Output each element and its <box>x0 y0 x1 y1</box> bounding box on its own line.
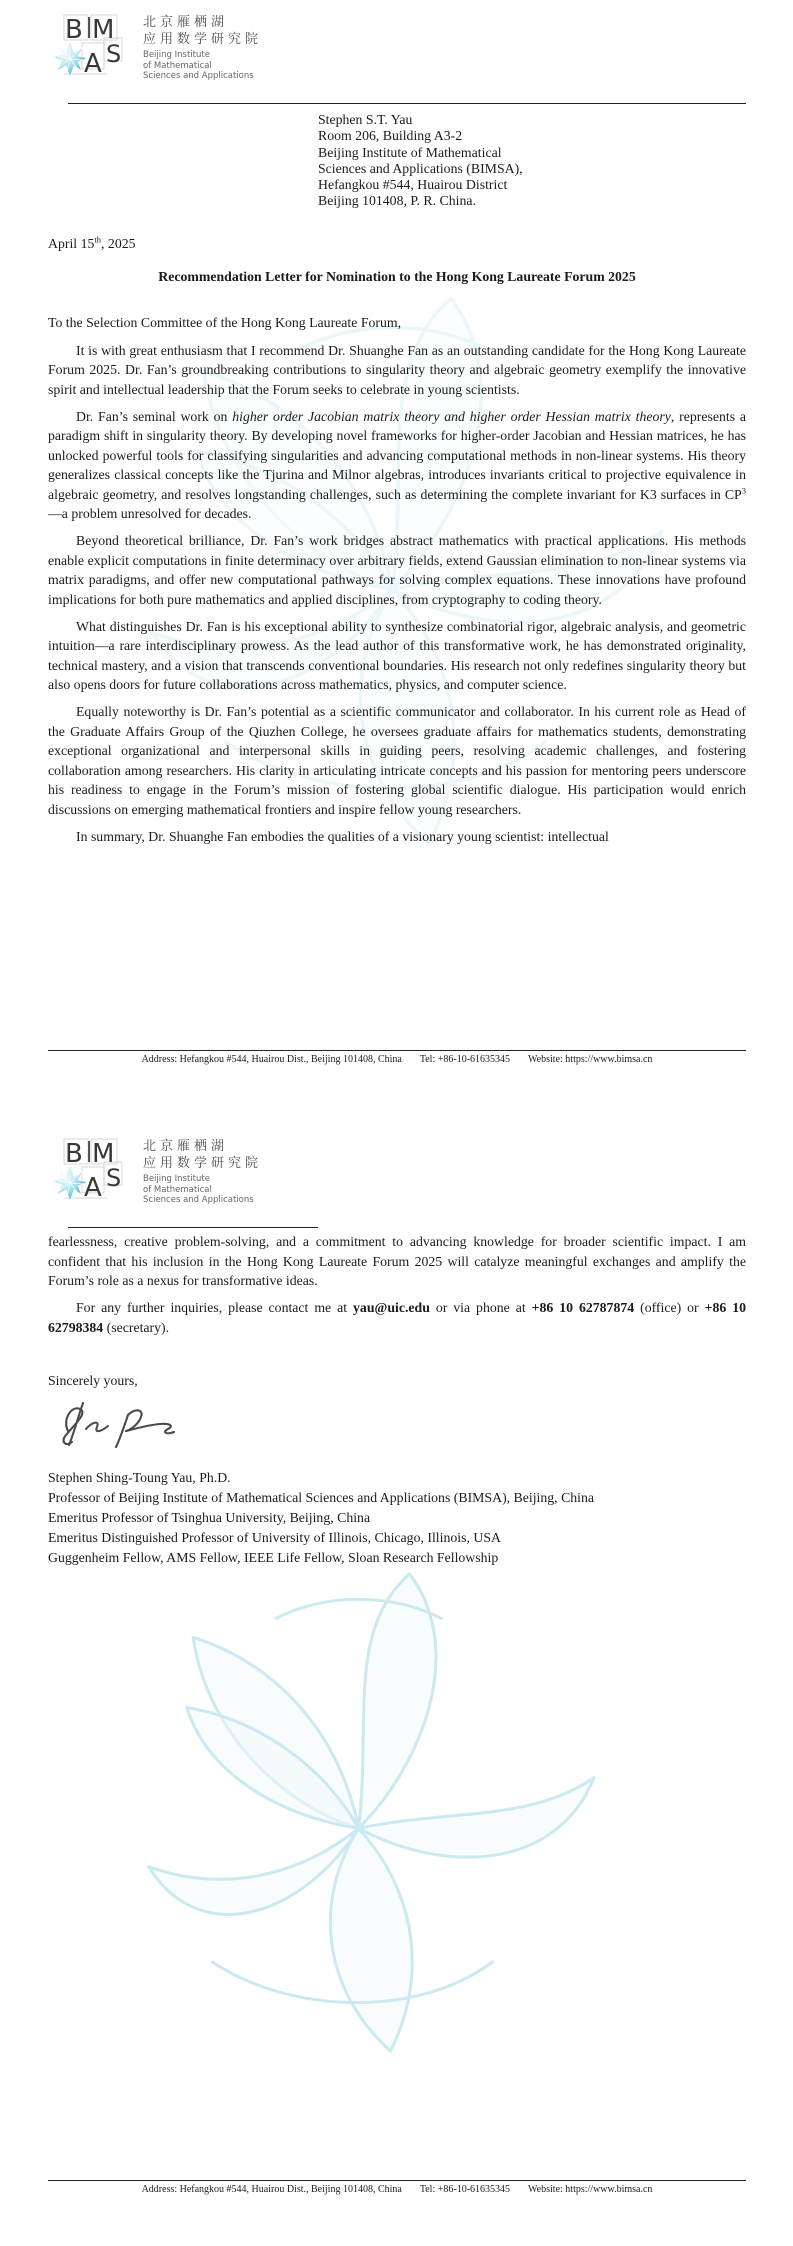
bimsa-logo-mark <box>55 12 137 82</box>
signer-title-line: Emeritus Distinguished Professor of University of Illinois, Chicago, Illinois, USA <box>48 1530 501 1545</box>
svg-text:S: S <box>106 40 122 68</box>
salutation: To the Selection Committee of the Hong Kong Laureate Forum, <box>48 315 402 330</box>
paragraph: Dr. Fan’s seminal work on higher order Jacobian matrix theory and higher order Hessian matrix theory, represents a paradigm shift in singularity theory. By developing novel frameworks for higher-order Jacobian and Hessian matrices, he has unlocked powerful tools for classifying singularities and advancing computational methods in non-linear systems. His theory generalizes classical concepts like the Tjurina and Milnor algebras, introduces invariants critical to projective equivalence in algebraic geometry, and resolves longstanding challenges, such as determining the complete invariant for K3 surfaces in $CP^3—a$ problem unresolved for decades. <box>48 408 746 521</box>
bimsa-logo-mark <box>55 1136 137 1206</box>
paragraph: fearlessness, creative problem-solving, and a commitment to advancing knowledge for broader scientific impact. I am confident that his inclusion in the Hong Kong Laureate Forum 2025 will catalyze meaningful exchanges and amplify the Forum’s role as a nexus for transformative ideas. <box>48 1234 746 1288</box>
signer-title-line: Emeritus Professor of Tsinghua University, Beijing, China <box>48 1510 371 1525</box>
logo-cn-name-line2: 应用数学研究院 <box>143 1156 263 1171</box>
logo-cn-name-line2: 应用数学研究院 <box>143 32 263 47</box>
logo-en-name: Beijing Institute of Mathematical Sciences and Applications <box>143 50 254 81</box>
footer-website: Website: https://www.bimsa.cn <box>528 1054 653 1065</box>
handwritten-signature <box>50 1395 746 1459</box>
footer-address: Address: Hefangkou #544, Huairou Dist., Beijing 101408, China <box>141 1054 402 1065</box>
sender-address: Stephen S.T. Yau Room 206, Building A3-2 Beijing Institute of Mathematical Sciences and Applications (BIMSA), Hefangkou #544, Huairou District Beijing 101408, P. R. China. <box>318 112 523 209</box>
svg-text:S: S <box>106 1164 122 1192</box>
logo-cn-name-line1: 北京雁栖湖 <box>143 15 229 30</box>
svg-text:B: B <box>65 1139 83 1169</box>
page2-body <box>48 1232 746 1568</box>
footer-tel: Tel: +86-10-61635345 <box>419 1054 511 1065</box>
svg-text:A: A <box>84 1173 102 1203</box>
bimsa-logo <box>55 1136 262 1206</box>
paragraph: For any further inquiries, please contact me at yau@uic.edu or via phone at +86 10 62787874 (office) or +86 10 62798384 (secretary). <box>48 1300 746 1335</box>
paragraph: It is with great enthusiasm that I recommend Dr. Shuanghe Fan as an outstanding candidate for the Hong Kong Laureate Forum 2025. Dr. Fan’s groundbreaking contributions to singularity theory and algebraic geometry exemplify the innovative spirit and intellectual leadership that the Forum seeks to celebrate in young scientists. <box>48 342 746 397</box>
logo-en-name: Beijing Institute of Mathematical Sciences and Applications <box>143 1174 254 1205</box>
svg-text:M: M <box>92 15 115 45</box>
flower-watermark <box>85 1542 645 2102</box>
letterhead-rule <box>68 1227 318 1228</box>
page1-body <box>48 234 746 854</box>
footer-website: Website: https://www.bimsa.cn <box>528 2184 653 2195</box>
footer-rule <box>48 1050 746 1051</box>
valediction: Sincerely yours, <box>48 1373 138 1388</box>
signer-title-line: Guggenheim Fellow, AMS Fellow, IEEE Life Fellow, Sloan Research Fellowship <box>48 1550 499 1565</box>
page2-footer <box>48 2180 746 2195</box>
signature-block <box>48 1468 746 1568</box>
footer-rule <box>48 2180 746 2181</box>
page1-footer <box>48 1050 746 1065</box>
signer-name: Stephen Shing-Toung Yau, Ph.D. <box>48 1470 231 1485</box>
paragraph: Beyond theoretical brilliance, Dr. Fan’s work bridges abstract mathematics with practical applications. His methods enable explicit computations in finite determinacy over arbitrary fields, extend Gaussian elimination to non-linear systems via matrix paradigms, and offer new computational pathways for solving complex equations. These innovations have profound implications for both pure mathematics and applied disciplines, from cryptography to coding theory. <box>48 533 746 607</box>
letter-title: Recommendation Letter for Nomination to the Hong Kong Laureate Forum 2025 <box>158 268 636 284</box>
paragraph: In summary, Dr. Shuanghe Fan embodies the qualities of a visionary young scientist: intellectual <box>76 828 609 844</box>
date: April 15th, 2025 <box>48 234 136 251</box>
footer-tel: Tel: +86-10-61635345 <box>419 2184 511 2195</box>
svg-text:B: B <box>65 15 83 45</box>
paragraph: What distinguishes Dr. Fan is his exceptional ability to synthesize combinatorial rigor, algebraic analysis, and geometric intuition—a rare interdisciplinary prowess. As the lead author of this transformative work, he has demonstrated originality, technical mastery, and a vision that transcends conventional boundaries. His research not only redefines singularity theory but also opens doors for future collaborations across mathematics, physics, and computer science. <box>48 618 746 692</box>
sender-name: Stephen S.T. Yau <box>318 112 413 127</box>
footer-address: Address: Hefangkou #544, Huairou Dist., Beijing 101408, China <box>141 2184 402 2195</box>
paragraph: Equally noteworthy is Dr. Fan’s potential as a scientific communicator and collaborator. In his current role as Head of the Graduate Affairs Group of the Qiuzhen College, he oversees graduate affairs for mathematics students, demonstrating exceptional organizational and interpersonal skills in guiding peers, resolving academic challenges, and fostering collaboration among researchers. His clarity in articulating intricate concepts and his passion for mentoring peers underscore his readiness to engage in the Forum’s mission of fostering global scientific dialogue. His participation would enrich discussions on emerging mathematical frontiers and inspire fellow young researchers. <box>48 704 746 817</box>
svg-text:M: M <box>92 1139 115 1169</box>
logo-cn-name-line1: 北京雁栖湖 <box>143 1139 229 1154</box>
svg-text:A: A <box>84 49 102 79</box>
signer-title-line: Professor of Beijing Institute of Mathematical Sciences and Applications (BIMSA), Beijing, China <box>48 1490 595 1505</box>
bimsa-logo <box>55 12 262 82</box>
letterhead-rule <box>68 103 746 104</box>
